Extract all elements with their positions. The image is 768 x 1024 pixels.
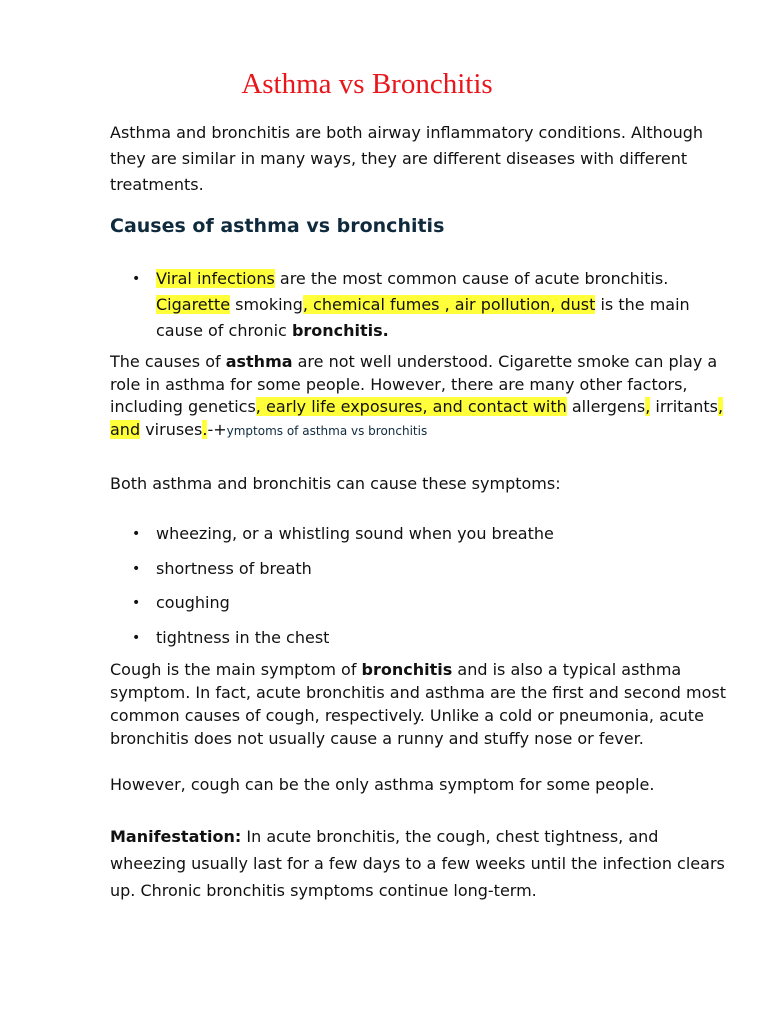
- highlight-text: ,: [645, 397, 651, 416]
- symptoms-intro: Both asthma and bronchitis can cause these symptoms:: [110, 474, 561, 493]
- symptom-text: coughing: [156, 593, 230, 612]
- causes-heading: Causes of asthma vs bronchitis: [110, 215, 445, 237]
- highlight-text: Cigarette: [156, 295, 231, 314]
- text-run: viruses: [140, 419, 203, 439]
- list-item: [132, 626, 712, 661]
- bold-text: bronchitis.: [291, 321, 389, 340]
- list-item: [132, 522, 712, 557]
- text-run: smoking: [230, 295, 303, 314]
- only-symptom-paragraph: However, cough can be the only asthma symptom for some people.: [110, 775, 655, 794]
- cough-paragraph: [110, 658, 730, 750]
- intro-paragraph: Asthma and bronchitis are both airway inflammatory conditions. Although they are similar in many ways, they are different diseases with different treatments.: [110, 123, 704, 194]
- text-run: The causes of: [110, 352, 226, 371]
- text-run: -+: [207, 419, 227, 439]
- bold-text: bronchitis: [361, 660, 453, 679]
- bullet-icon: •: [132, 560, 141, 577]
- list-item: [132, 266, 712, 344]
- text-run: is the main cause of chronic: [156, 295, 690, 340]
- text-run: Cough is the main symptom of: [110, 660, 362, 679]
- manifestation-paragraph: [110, 823, 730, 904]
- highlight-text: , and: [110, 397, 724, 439]
- text-run: In acute bronchitis, the cough, chest tightness, and wheezing usually last for a few days to a few weeks until the infection clears up. Chronic bronchitis symptoms continue long-term.: [110, 827, 725, 900]
- bold-text: asthma: [225, 352, 293, 371]
- bullet-icon: •: [132, 526, 141, 542]
- text-run: are not well understood. Cigarette smoke can play a role in asthma for some people. However, there are many other factors, including genetics: [110, 352, 718, 416]
- causes-bullet-list: [132, 266, 712, 344]
- list-item: [132, 557, 712, 592]
- symptom-text: shortness of breath: [156, 558, 312, 578]
- highlight-text: , chemical fumes , air pollution, dust: [302, 295, 596, 314]
- list-item: [132, 591, 712, 626]
- highlight-text: .: [202, 419, 208, 439]
- symptoms-list: [132, 522, 712, 660]
- asthma-causes-paragraph: [110, 351, 730, 442]
- text-run: allergens: [566, 397, 646, 416]
- symptom-text: tightness in the chest: [156, 627, 330, 647]
- small-heading-text: ymptoms of asthma vs bronchitis: [226, 423, 428, 438]
- bullet-icon: •: [132, 629, 141, 646]
- highlight-text: , early life exposures, and contact with: [255, 397, 567, 416]
- highlight-text: Viral infections: [156, 269, 275, 288]
- bullet-icon: •: [132, 595, 141, 611]
- bullet-icon: •: [132, 271, 141, 287]
- text-run: irritants: [650, 397, 718, 416]
- text-run: and is also a typical asthma symptom. In fact, acute bronchitis and asthma are the first and second most common causes of cough, respectively. Unlike a cold or pneumonia, acute bronchitis does not usually cause a runny and stuffy nose or fever.: [110, 660, 726, 748]
- manifestation-label: Manifestation:: [110, 827, 242, 846]
- text-run: are the most common cause of acute bronchitis.: [274, 269, 669, 288]
- symptom-text: wheezing, or a whistling sound when you breathe: [156, 524, 554, 543]
- document-title: Asthma vs Bronchitis: [241, 68, 493, 100]
